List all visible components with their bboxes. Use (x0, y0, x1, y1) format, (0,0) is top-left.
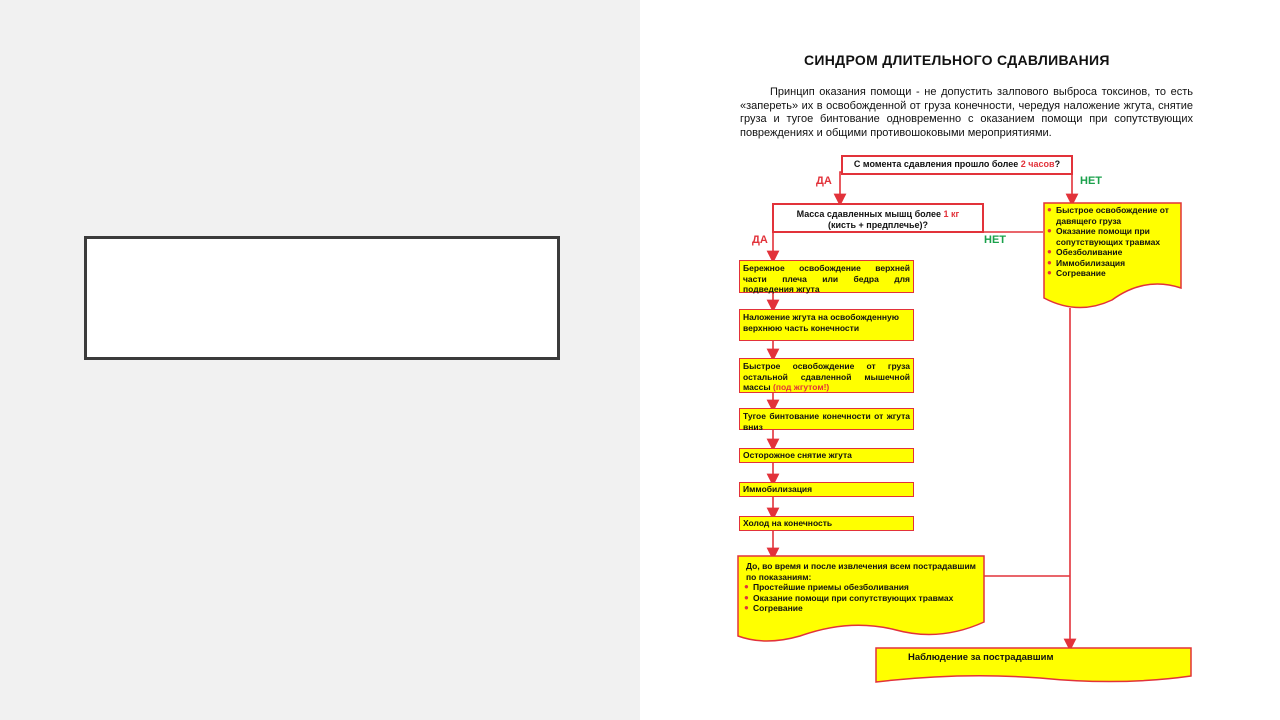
step-immobilization: Иммобилизация (739, 482, 914, 497)
flowchart-title: СИНДРОМ ДЛИТЕЛЬНОГО СДАВЛИВАНИЯ (804, 52, 1110, 68)
step-tight-bandage: Тугое бинтование конечности от жгута вниз (739, 408, 914, 430)
observation-box: Наблюдение за пострадавшим (908, 652, 1054, 663)
step-remove-tourniquet: Осторожное снятие жгута (739, 448, 914, 463)
q1-highlight: 2 часов (1020, 159, 1055, 169)
final-care-heading: До, во время и после извлечения всем пострадавшим по показаниям: (746, 561, 976, 582)
step-apply-tourniquet: Наложение жгута на освобожденную верхнюю часть конечности (739, 309, 914, 341)
final-care-item: ● Согревание (744, 603, 979, 614)
step-release-upper: Бережное освобождение верхней части плеча или бедра для подведения жгута (739, 260, 914, 293)
q2-yes-label: ДА (752, 234, 768, 246)
q1-suffix: ? (1054, 159, 1061, 169)
no-branch-item: ● Согревание (1047, 268, 1178, 279)
q1-text: С момента сдавления прошло более (853, 159, 1021, 169)
final-care-item: ● Простейшие приемы обезболивания (744, 582, 979, 593)
q2-highlight: 1 кг (943, 209, 960, 219)
step-fast-release-text: Быстрое освобождение от груза остальной сдавленной мышечной массы (743, 361, 910, 392)
q1-no-label: НЕТ (1080, 175, 1102, 187)
crush-syndrome-flowchart (640, 0, 1280, 720)
q1-yes-label: ДА (816, 175, 832, 187)
no-branch-item: ● Обезболивание (1047, 247, 1178, 258)
q2-text-line2: (кисть + предплечье)? (828, 220, 928, 230)
flowchart-intro: Принцип оказания помощи - не допустить залпового выброса токсинов, то есть «запереть» их в освобожденной от груза конечности, чередуя наложение жгута, снятие груза и тугое бинтование одновременно с оказанием помощи при сопутствующих повреждениях и общими противошоковыми мероприятиями. (740, 86, 1193, 139)
step-fast-release-highlight: (под жгутом!) (772, 382, 830, 392)
empty-text-placeholder[interactable] (84, 236, 560, 360)
observation-box-shape (640, 0, 1280, 720)
step-cold: Холод на конечность (739, 516, 914, 531)
no-branch-item: ● Иммобилизация (1047, 258, 1178, 269)
flowchart-panel (640, 0, 1280, 720)
q2-no-label: НЕТ (984, 234, 1006, 246)
final-care-item: ● Оказание помощи при сопутствующих травмах (744, 593, 979, 604)
no-branch-item: ● Оказание помощи при сопутствующих травмах (1047, 226, 1178, 247)
q2-text: Масса сдавленных мышц более (796, 209, 944, 219)
no-branch-item: ● Быстрое освобождение от давящего груза (1047, 205, 1178, 226)
